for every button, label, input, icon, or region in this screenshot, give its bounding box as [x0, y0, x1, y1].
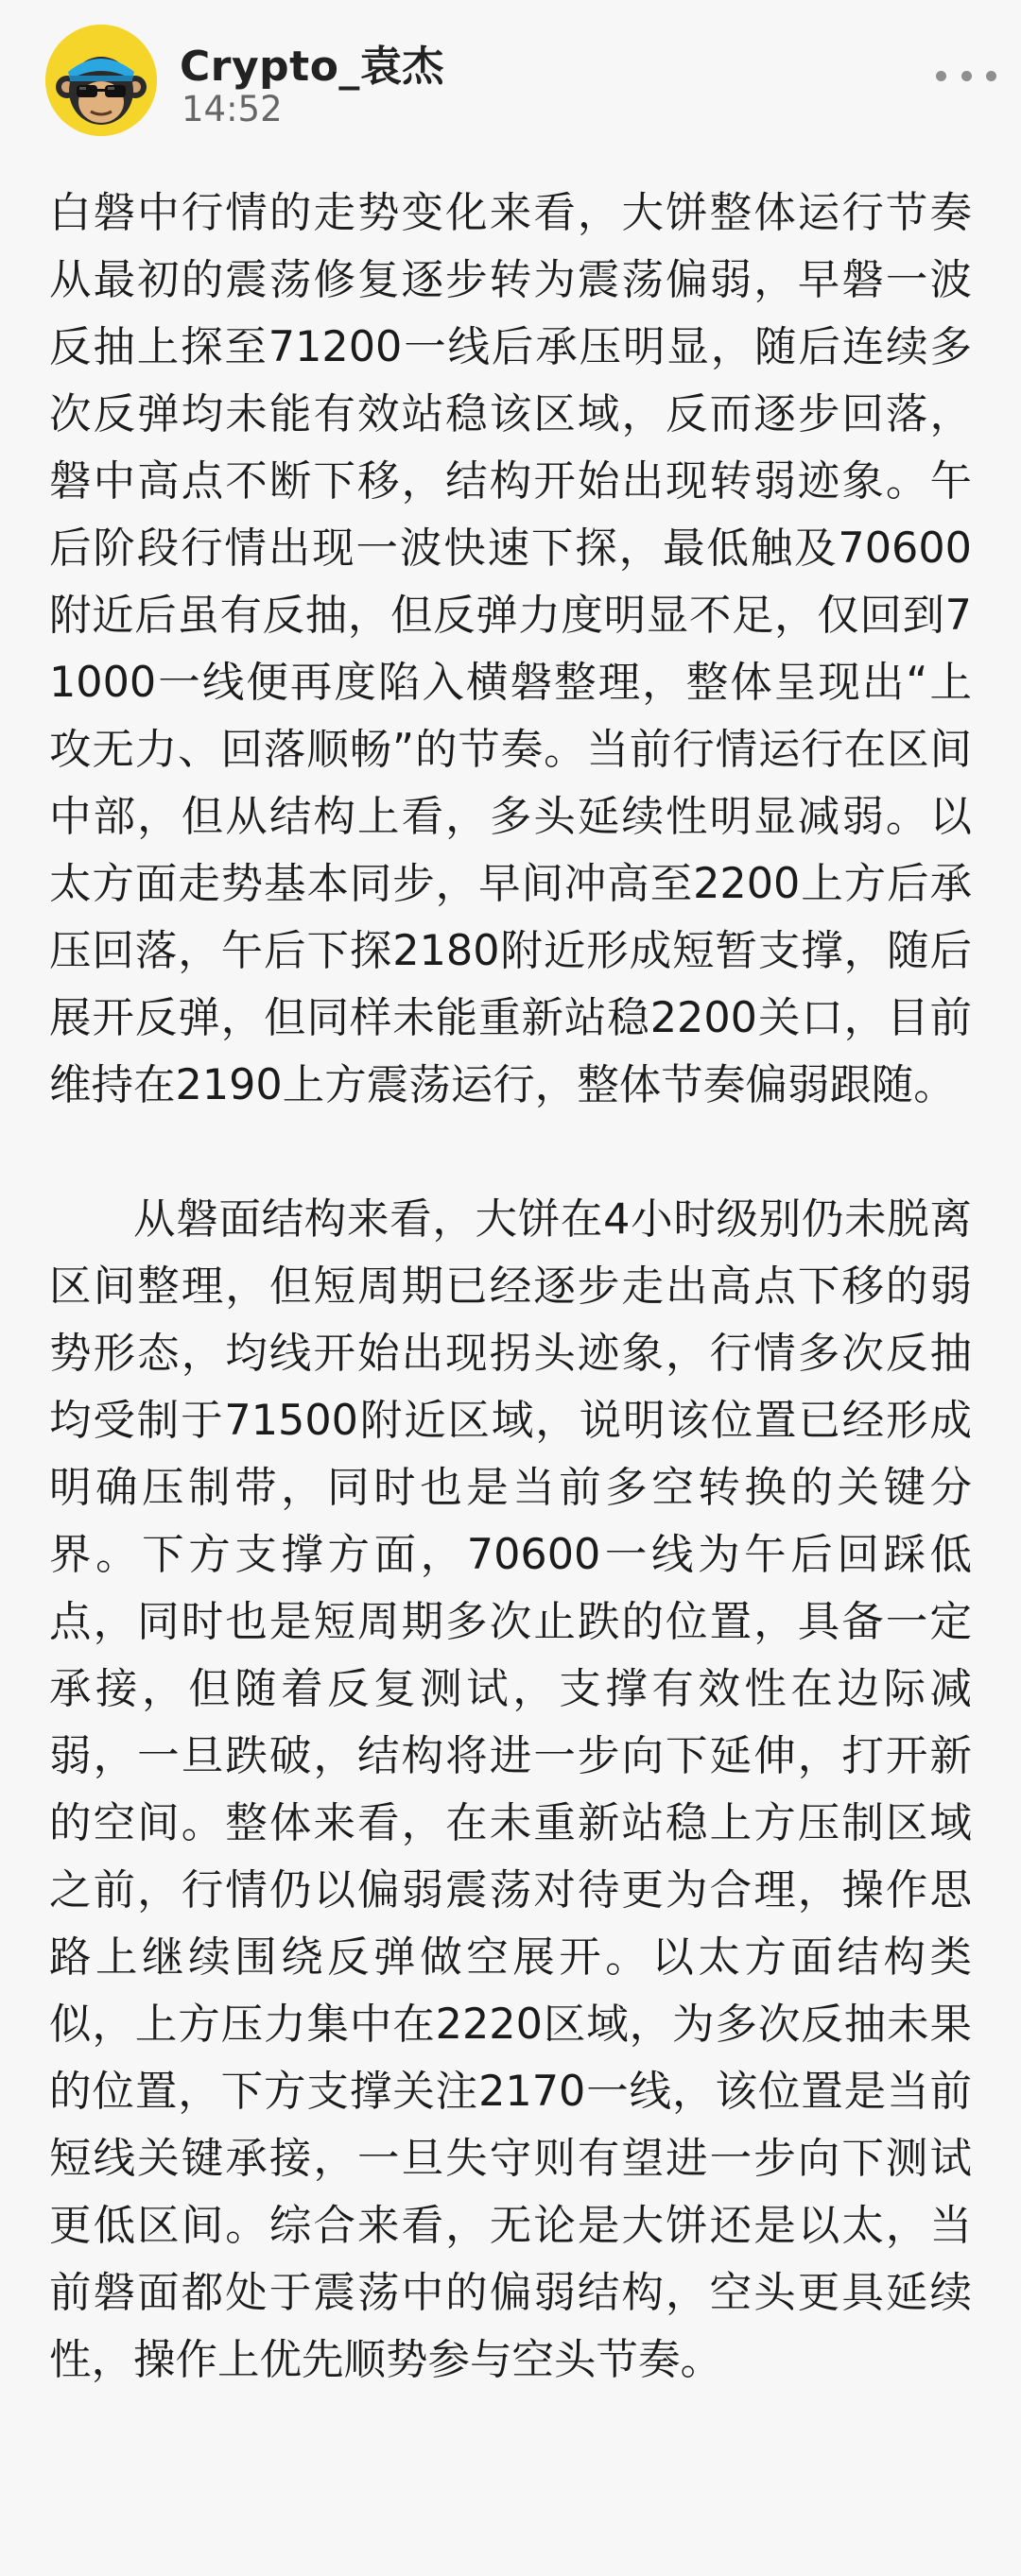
post-paragraph-2: 从磐面结构来看，大饼在4小时级别仍未脱离区间整理，但短周期已经逐步走出高点下移的弱势形态，均线开始出现拐头迹象，行情多次反抽均受制于71500附近区域，说明该位置已经形成明确压制带，同时也是当前多空转换的关键分界。下方支撑方面，70600一线为午后回踩低点，同时也是短周期多次止跌的位置，具备一定承接，但随着反复测试，支撑有效性在边际减弱，一旦跌破，结构将进一步向下延伸，打开新的空间。整体来看，在未重新站稳上方压制区域之前，行情仍以偏弱震荡对待更为合理，操作思路上继续围绕反弹做空展开。以太方面结构类似，上方压力集中在2220区域，为多次反抽未果的位置，下方支撑关注2170一线，该位置是当前短线关键承接，一旦失守则有望进一步向下测试更低区间。综合来看，无论是大饼还是以太，当前磐面都处于震荡中的偏弱结构，空头更具延续性，操作上优先顺势参与空头节奏。	[49, 1195, 972, 2384]
more-options-icon[interactable]	[936, 64, 996, 87]
post-time: 14:52	[182, 89, 283, 129]
post-header	[0, 0, 1021, 170]
author-name[interactable]: Crypto_袁杰	[180, 43, 444, 91]
post-paragraph-1: 白磐中行情的走势变化来看，大饼整体运行节奏从最初的震荡修复逐步转为震荡偏弱，早磐一波反抽上探至71200一线后承压明显，随后连续多次反弹均未能有效站稳该区域，反而逐步回落，磐中高点不断下移，结构开始出现转弱迹象。午后阶段行情出现一波快速下探，最低触及70600附近后虽有反抽，但反弹力度明显不足，仅回到71000一线便再度陷入横磐整理，整体呈现出“上攻无力、回落顺畅”的节奏。当前行情运行在区间中部，但从结构上看，多头延续性明显减弱。以太方面走势基本同步，早间冲高至2200上方后承压回落，午后下探2180附近形成短暂支撑，随后展开反弹，但同样未能重新站稳2200关口，目前维持在2190上方震荡运行，整体节奏偏弱跟随。	[49, 189, 972, 1109]
dot	[961, 71, 972, 81]
dot	[936, 71, 946, 81]
avatar[interactable]	[45, 25, 157, 136]
dot	[986, 71, 996, 81]
monkey-avatar-icon	[45, 25, 157, 136]
post-body	[49, 180, 972, 2394]
